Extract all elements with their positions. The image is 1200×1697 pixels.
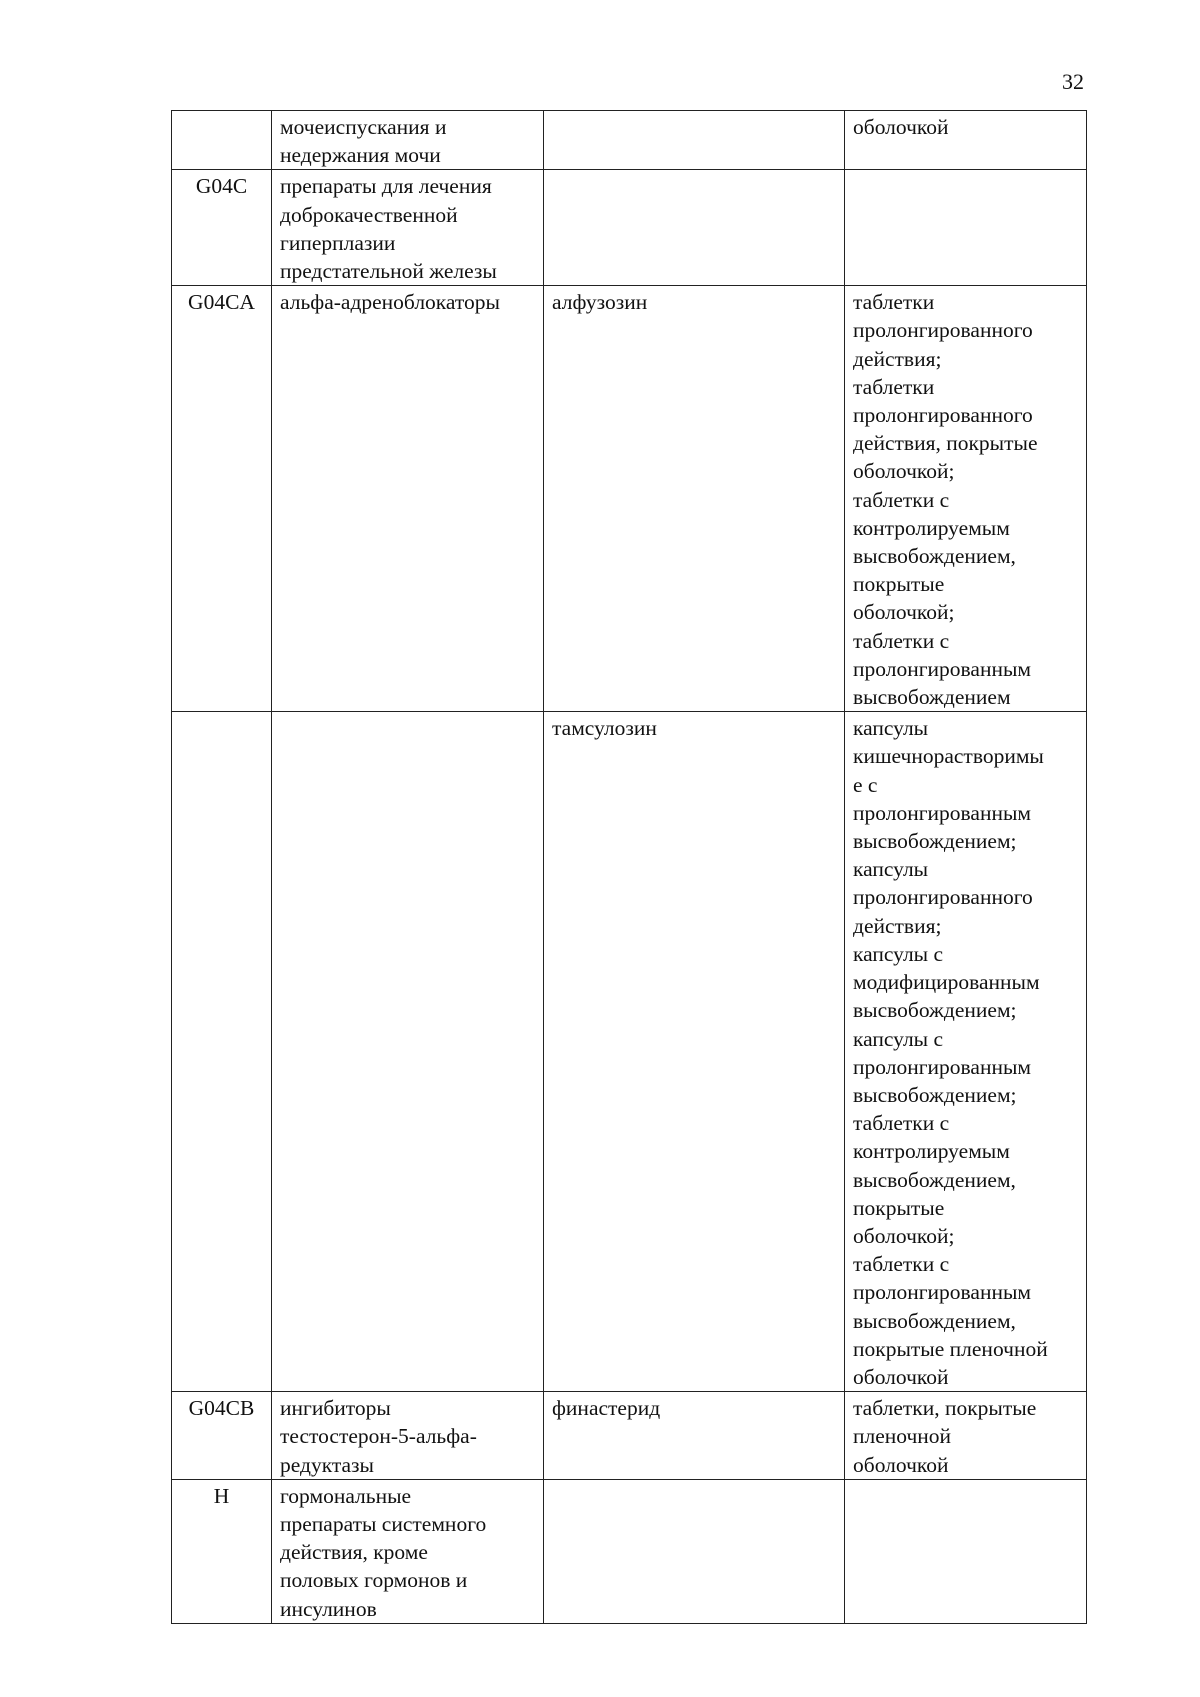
table-row (172, 111, 1087, 170)
pharmacological-group-cell: препараты для лечения доброкачественной гиперплазии предстательной железы (272, 170, 544, 286)
dosage-form-cell: капсулы кишечнорастворимы е с пролонгированным высвобождением; капсулы пролонгированного действия; капсулы с модифицированным высвобождением; капсулы с пролонгированным высвобождением; таблетки с контролируемым высвобождением, покрытые оболочкой; таблетки с пролонгированным высвобождением, покрытые пленочной оболочкой (845, 712, 1087, 1392)
drug-name-cell (544, 111, 845, 170)
pharmacological-group-cell: гормональные препараты системного действия, кроме половых гормонов и инсулинов (272, 1479, 544, 1623)
atc-code-cell: G04CA (172, 286, 272, 712)
drug-name-cell (544, 1479, 845, 1623)
table-row (172, 286, 1087, 712)
table-row (172, 1392, 1087, 1480)
pharmacological-group-cell (272, 712, 544, 1392)
drug-name-cell (544, 170, 845, 286)
dosage-form-cell: таблетки, покрытые пленочной оболочкой (845, 1392, 1087, 1480)
atc-code-cell (172, 111, 272, 170)
pharmacological-group-cell: ингибиторы тестостерон-5-альфа- редуктазы (272, 1392, 544, 1480)
drug-name-cell: алфузозин (544, 286, 845, 712)
atc-code-cell: H (172, 1479, 272, 1623)
atc-code-cell: G04CB (172, 1392, 272, 1480)
pharmacological-group-cell: мочеиспускания и недержания мочи (272, 111, 544, 170)
dosage-form-cell: оболочкой (845, 111, 1087, 170)
drug-name-cell: финастерид (544, 1392, 845, 1480)
drug-classification-table (171, 110, 1087, 1624)
drug-name-cell: тамсулозин (544, 712, 845, 1392)
atc-code-cell: G04C (172, 170, 272, 286)
dosage-form-cell (845, 1479, 1087, 1623)
dosage-form-cell: таблетки пролонгированного действия; таблетки пролонгированного действия, покрытые оболочкой; таблетки с контролируемым высвобождением, покрытые оболочкой; таблетки с пролонгированным высвобождением (845, 286, 1087, 712)
page-number: 32 (1062, 69, 1084, 94)
table-row (172, 170, 1087, 286)
atc-code-cell (172, 712, 272, 1392)
table-row (172, 1479, 1087, 1623)
table-row (172, 712, 1087, 1392)
pharmacological-group-cell: альфа-адреноблокаторы (272, 286, 544, 712)
dosage-form-cell (845, 170, 1087, 286)
